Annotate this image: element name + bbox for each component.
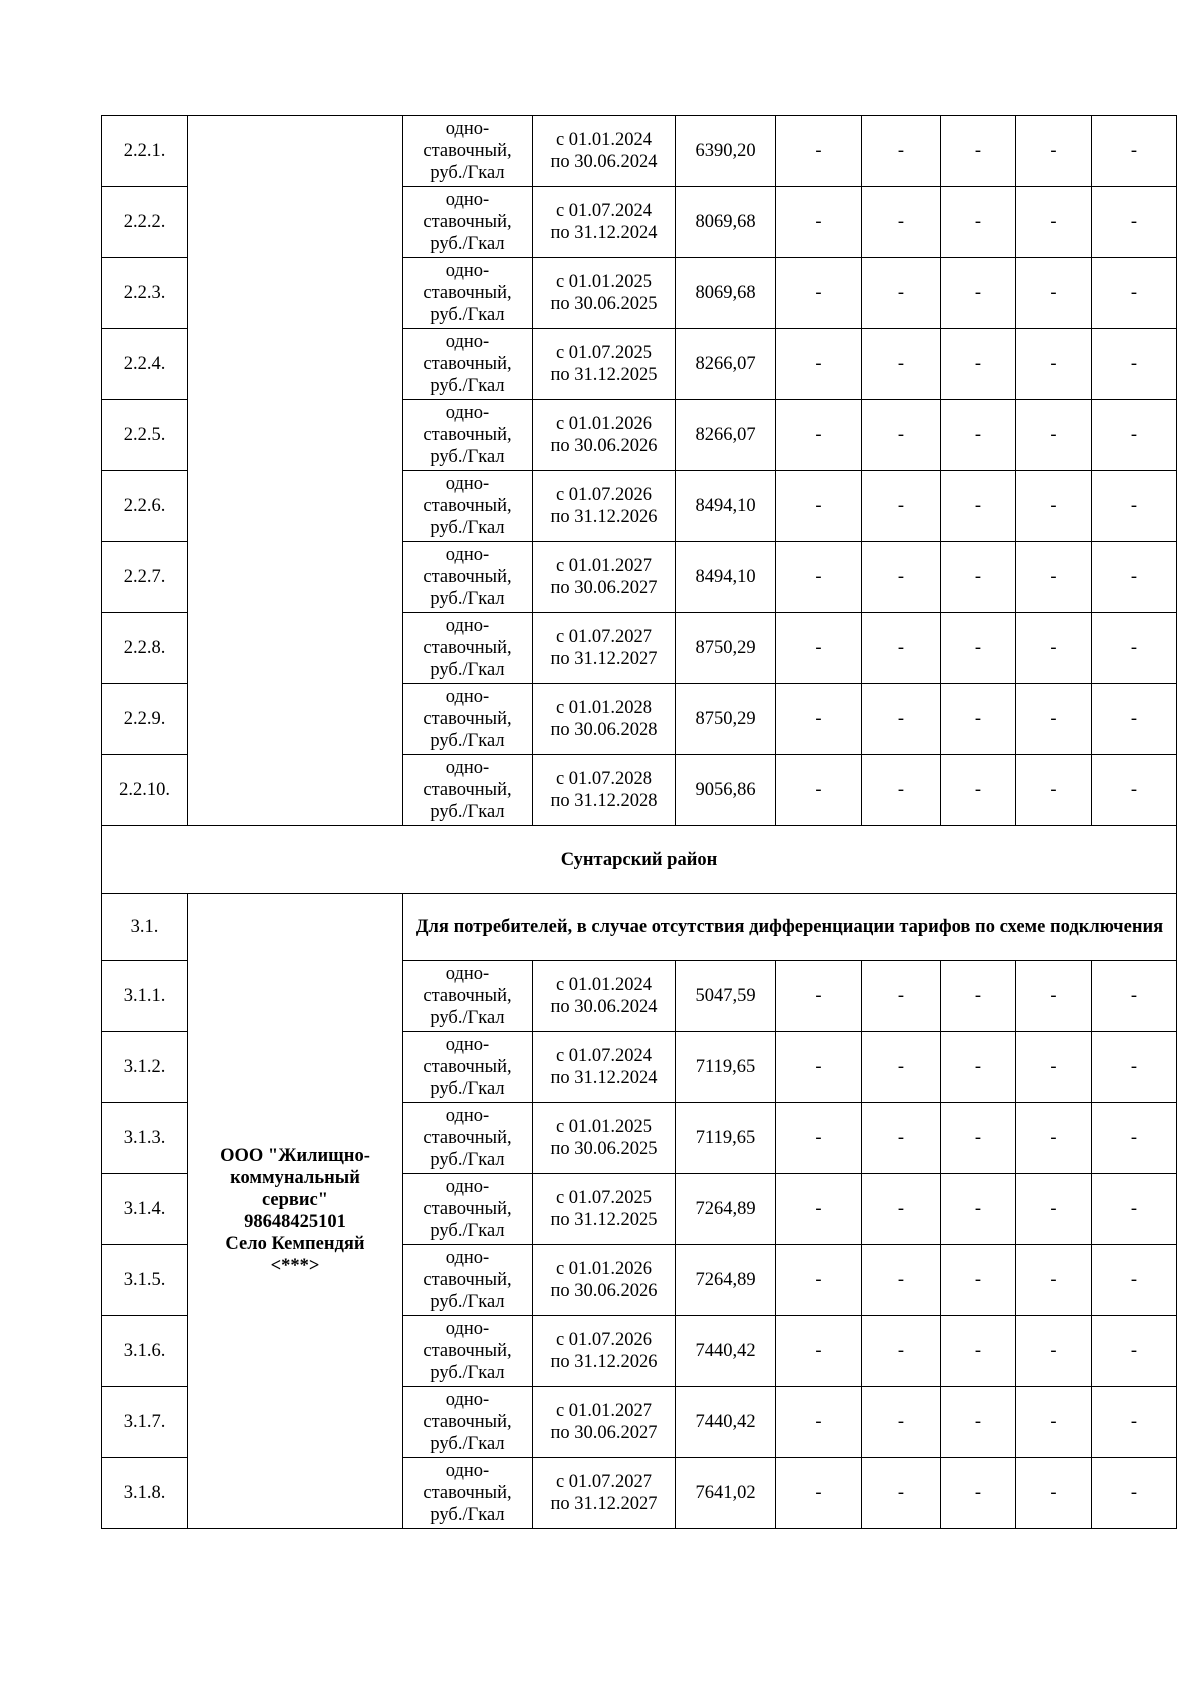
tariff-period-line: с 01.01.2026 [555, 1259, 653, 1279]
empty-value-cell: - [1016, 187, 1092, 258]
tariff-period [533, 471, 676, 542]
tariff-block-3-1 [102, 894, 1177, 1529]
tariff-period-line: по 31.12.2027 [550, 649, 658, 669]
empty-value-cell: - [776, 684, 862, 755]
row-number: 2.2.9. [102, 684, 188, 755]
tariff-type-line: ставочный, [423, 1412, 512, 1432]
tariff-period [533, 684, 676, 755]
tariff-period [533, 755, 676, 826]
tariff-type-line: ставочный, [423, 496, 512, 516]
empty-value-cell: - [1016, 684, 1092, 755]
empty-value-cell: - [862, 1387, 941, 1458]
row-number: 3.1.6. [102, 1316, 188, 1387]
empty-value-cell: - [941, 613, 1016, 684]
tariff-table [101, 115, 1177, 1529]
empty-value-cell: - [776, 1387, 862, 1458]
tariff-value: 7440,42 [676, 1316, 776, 1387]
empty-value-cell: - [776, 471, 862, 542]
tariff-type-line: одно- [445, 261, 490, 281]
empty-value-cell: - [862, 258, 941, 329]
empty-value-cell: - [1092, 116, 1177, 187]
empty-value-cell: - [1092, 1103, 1177, 1174]
tariff-type-line: ставочный, [423, 212, 512, 232]
tariff-type [403, 1458, 533, 1529]
tariff-type-line: ставочный, [423, 567, 512, 587]
tariff-period-line: по 31.12.2024 [550, 223, 658, 243]
tariff-type-line: одно- [445, 1248, 490, 1268]
tariff-period-line: по 30.06.2024 [550, 152, 658, 172]
tariff-period-line: с 01.07.2025 [555, 343, 653, 363]
tariff-type [403, 961, 533, 1032]
row-number: 3.1.2. [102, 1032, 188, 1103]
empty-value-cell: - [941, 258, 1016, 329]
tariff-period [533, 1103, 676, 1174]
organization-line: сервис" [261, 1190, 329, 1210]
tariff-value: 7641,02 [676, 1458, 776, 1529]
empty-value-cell: - [941, 1316, 1016, 1387]
group-row-3-1 [102, 894, 1177, 961]
empty-value-cell: - [1092, 400, 1177, 471]
tariff-type-line: ставочный, [423, 283, 512, 303]
empty-value-cell: - [1016, 1032, 1092, 1103]
empty-value-cell: - [862, 329, 941, 400]
group-title: Для потребителей, в случае отсутствия дифференциации тарифов по схеме подключения [403, 894, 1177, 961]
row-number: 2.2.2. [102, 187, 188, 258]
tariff-value: 8494,10 [676, 542, 776, 613]
empty-value-cell: - [1092, 1245, 1177, 1316]
empty-value-cell: - [1016, 329, 1092, 400]
tariff-value: 6390,20 [676, 116, 776, 187]
row-number: 2.2.5. [102, 400, 188, 471]
empty-value-cell: - [941, 755, 1016, 826]
empty-value-cell: - [941, 1032, 1016, 1103]
tariff-period [533, 258, 676, 329]
tariff-period-line: по 31.12.2028 [550, 791, 658, 811]
organization-line: 98648425101 [244, 1212, 346, 1232]
tariff-type-line: одно- [445, 1106, 490, 1126]
tariff-type-line: ставочный, [423, 1483, 512, 1503]
tariff-value: 8750,29 [676, 613, 776, 684]
tariff-type-line: одно- [445, 964, 490, 984]
empty-value-cell: - [941, 329, 1016, 400]
tariff-type-line: одно- [445, 1319, 490, 1339]
tariff-type-line: ставочный, [423, 1199, 512, 1219]
empty-value-cell: - [862, 755, 941, 826]
organization-line: коммунальный [230, 1168, 360, 1188]
tariff-value: 5047,59 [676, 961, 776, 1032]
empty-value-cell: - [1092, 755, 1177, 826]
empty-value-cell: - [776, 258, 862, 329]
tariff-type-line: ставочный, [423, 1341, 512, 1361]
row-number: 2.2.4. [102, 329, 188, 400]
empty-value-cell: - [1092, 187, 1177, 258]
tariff-period [533, 1387, 676, 1458]
tariff-period-line: по 30.06.2027 [550, 578, 658, 598]
tariff-type-line: одно- [445, 545, 490, 565]
tariff-type-line: ставочный, [423, 986, 512, 1006]
empty-value-cell: - [862, 187, 941, 258]
tariff-type-line: одно- [445, 758, 490, 778]
tariff-type [403, 1174, 533, 1245]
empty-value-cell: - [1092, 1387, 1177, 1458]
empty-value-cell: - [941, 471, 1016, 542]
tariff-period [533, 542, 676, 613]
tariff-type [403, 684, 533, 755]
tariff-type-line: одно- [445, 1035, 490, 1055]
empty-value-cell: - [941, 961, 1016, 1032]
tariff-type-line: одно- [445, 403, 490, 423]
empty-value-cell: - [1092, 1174, 1177, 1245]
tariff-period-line: по 30.06.2028 [550, 720, 658, 740]
tariff-type-line: одно- [445, 474, 490, 494]
empty-value-cell: - [776, 1245, 862, 1316]
tariff-type-line: руб./Гкал [430, 163, 505, 183]
tariff-period-line: по 31.12.2025 [550, 365, 658, 385]
empty-value-cell: - [1016, 1103, 1092, 1174]
empty-value-cell: - [941, 116, 1016, 187]
empty-value-cell: - [776, 1458, 862, 1529]
tariff-type-line: руб./Гкал [430, 305, 505, 325]
tariff-type-line: руб./Гкал [430, 1079, 505, 1099]
tariff-period-line: с 01.07.2026 [555, 485, 653, 505]
tariff-type-line: руб./Гкал [430, 1505, 505, 1525]
empty-value-cell: - [1016, 258, 1092, 329]
tariff-value: 9056,86 [676, 755, 776, 826]
row-number: 2.2.1. [102, 116, 188, 187]
tariff-period-line: по 30.06.2025 [550, 1139, 658, 1159]
tariff-type [403, 613, 533, 684]
tariff-type-line: ставочный, [423, 425, 512, 445]
empty-value-cell: - [1016, 1245, 1092, 1316]
tariff-period [533, 400, 676, 471]
tariff-period-line: с 01.07.2026 [555, 1330, 653, 1350]
row-number: 3.1.8. [102, 1458, 188, 1529]
tariff-type-line: ставочный, [423, 1270, 512, 1290]
tariff-type-line: ставочный, [423, 141, 512, 161]
tariff-row [102, 116, 1177, 187]
tariff-value: 8069,68 [676, 258, 776, 329]
empty-value-cell: - [941, 1245, 1016, 1316]
empty-value-cell: - [862, 1103, 941, 1174]
tariff-period [533, 961, 676, 1032]
tariff-type-line: одно- [445, 1177, 490, 1197]
empty-value-cell: - [1016, 400, 1092, 471]
empty-value-cell: - [862, 400, 941, 471]
organization-line: Село Кемпендяй [225, 1234, 365, 1254]
tariff-type-line: одно- [445, 190, 490, 210]
tariff-type [403, 471, 533, 542]
tariff-value: 8266,07 [676, 400, 776, 471]
tariff-type-line: одно- [445, 119, 490, 139]
tariff-block-2-2 [102, 116, 1177, 826]
empty-value-cell: - [1092, 684, 1177, 755]
tariff-type-line: руб./Гкал [430, 447, 505, 467]
organization-line: ООО "Жилищно- [220, 1146, 370, 1166]
tariff-type-line: ставочный, [423, 709, 512, 729]
empty-value-cell: - [776, 1103, 862, 1174]
tariff-period-line: с 01.07.2025 [555, 1188, 653, 1208]
empty-value-cell: - [862, 1032, 941, 1103]
tariff-type [403, 1387, 533, 1458]
empty-value-cell: - [862, 684, 941, 755]
tariff-period-line: по 31.12.2025 [550, 1210, 658, 1230]
tariff-type-line: одно- [445, 687, 490, 707]
tariff-type-line: ставочный, [423, 780, 512, 800]
tariff-type-line: ставочный, [423, 354, 512, 374]
tariff-type-line: одно- [445, 616, 490, 636]
group-number: 3.1. [102, 894, 188, 961]
empty-value-cell: - [1016, 116, 1092, 187]
tariff-period [533, 1458, 676, 1529]
row-number: 3.1.5. [102, 1245, 188, 1316]
empty-value-cell: - [941, 542, 1016, 613]
tariff-period-line: по 30.06.2025 [550, 294, 658, 314]
region-title: Сунтарский район [102, 826, 1177, 894]
tariff-period-line: с 01.07.2024 [555, 201, 653, 221]
tariff-period-line: по 31.12.2024 [550, 1068, 658, 1088]
empty-value-cell: - [1092, 613, 1177, 684]
organization-cell [188, 116, 403, 826]
tariff-type-line: ставочный, [423, 1128, 512, 1148]
tariff-period-line: по 30.06.2026 [550, 1281, 658, 1301]
row-number: 2.2.6. [102, 471, 188, 542]
tariff-period-line: с 01.07.2028 [555, 769, 653, 789]
tariff-period-line: по 31.12.2026 [550, 507, 658, 527]
tariff-period-line: с 01.01.2025 [555, 1117, 653, 1137]
tariff-period-line: с 01.07.2027 [555, 1472, 653, 1492]
row-number: 3.1.1. [102, 961, 188, 1032]
tariff-type-line: руб./Гкал [430, 1363, 505, 1383]
row-number: 3.1.7. [102, 1387, 188, 1458]
row-number: 3.1.4. [102, 1174, 188, 1245]
empty-value-cell: - [776, 1032, 862, 1103]
empty-value-cell: - [941, 1387, 1016, 1458]
row-number: 2.2.8. [102, 613, 188, 684]
tariff-type-line: руб./Гкал [430, 234, 505, 254]
tariff-value: 7264,89 [676, 1174, 776, 1245]
organization-cell [188, 894, 403, 1529]
region-section [102, 826, 1177, 894]
empty-value-cell: - [941, 1174, 1016, 1245]
empty-value-cell: - [941, 1458, 1016, 1529]
tariff-period [533, 329, 676, 400]
tariff-type [403, 1103, 533, 1174]
tariff-type [403, 1245, 533, 1316]
tariff-period [533, 1245, 676, 1316]
empty-value-cell: - [776, 400, 862, 471]
tariff-type [403, 1032, 533, 1103]
tariff-type [403, 542, 533, 613]
tariff-type-line: одно- [445, 1461, 490, 1481]
tariff-period-line: с 01.01.2026 [555, 414, 653, 434]
tariff-type-line: руб./Гкал [430, 376, 505, 396]
tariff-type-line: руб./Гкал [430, 1008, 505, 1028]
empty-value-cell: - [776, 613, 862, 684]
row-number: 2.2.3. [102, 258, 188, 329]
tariff-value: 8494,10 [676, 471, 776, 542]
tariff-period-line: с 01.01.2028 [555, 698, 653, 718]
empty-value-cell: - [776, 329, 862, 400]
empty-value-cell: - [1016, 755, 1092, 826]
section-row [102, 826, 1177, 894]
row-number: 3.1.3. [102, 1103, 188, 1174]
empty-value-cell: - [776, 1174, 862, 1245]
empty-value-cell: - [1016, 613, 1092, 684]
row-number: 2.2.10. [102, 755, 188, 826]
tariff-type-line: руб./Гкал [430, 518, 505, 538]
empty-value-cell: - [941, 187, 1016, 258]
empty-value-cell: - [862, 1245, 941, 1316]
tariff-type-line: руб./Гкал [430, 731, 505, 751]
tariff-period-line: по 31.12.2026 [550, 1352, 658, 1372]
tariff-type-line: ставочный, [423, 638, 512, 658]
empty-value-cell: - [1092, 1458, 1177, 1529]
empty-value-cell: - [862, 1316, 941, 1387]
tariff-value: 8069,68 [676, 187, 776, 258]
empty-value-cell: - [776, 755, 862, 826]
empty-value-cell: - [862, 961, 941, 1032]
tariff-period [533, 187, 676, 258]
tariff-type [403, 116, 533, 187]
tariff-value: 7119,65 [676, 1032, 776, 1103]
empty-value-cell: - [862, 613, 941, 684]
tariff-type-line: руб./Гкал [430, 1292, 505, 1312]
empty-value-cell: - [862, 542, 941, 613]
tariff-value: 8750,29 [676, 684, 776, 755]
tariff-type [403, 329, 533, 400]
empty-value-cell: - [1016, 1316, 1092, 1387]
empty-value-cell: - [941, 684, 1016, 755]
empty-value-cell: - [776, 116, 862, 187]
empty-value-cell: - [1092, 471, 1177, 542]
tariff-value: 7440,42 [676, 1387, 776, 1458]
empty-value-cell: - [1016, 542, 1092, 613]
empty-value-cell: - [1016, 1174, 1092, 1245]
empty-value-cell: - [1092, 1316, 1177, 1387]
empty-value-cell: - [1016, 471, 1092, 542]
empty-value-cell: - [862, 116, 941, 187]
tariff-value: 7119,65 [676, 1103, 776, 1174]
tariff-period [533, 1174, 676, 1245]
tariff-period-line: с 01.01.2024 [555, 130, 653, 150]
empty-value-cell: - [1016, 1458, 1092, 1529]
tariff-type-line: одно- [445, 1390, 490, 1410]
empty-value-cell: - [862, 471, 941, 542]
empty-value-cell: - [776, 542, 862, 613]
empty-value-cell: - [1092, 961, 1177, 1032]
tariff-type-line: руб./Гкал [430, 1150, 505, 1170]
empty-value-cell: - [1092, 258, 1177, 329]
row-number: 2.2.7. [102, 542, 188, 613]
tariff-type-line: одно- [445, 332, 490, 352]
empty-value-cell: - [1016, 1387, 1092, 1458]
tariff-period [533, 116, 676, 187]
tariff-type [403, 400, 533, 471]
empty-value-cell: - [1092, 329, 1177, 400]
tariff-value: 8266,07 [676, 329, 776, 400]
tariff-period-line: по 31.12.2027 [550, 1494, 658, 1514]
empty-value-cell: - [776, 1316, 862, 1387]
empty-value-cell: - [776, 961, 862, 1032]
tariff-period [533, 613, 676, 684]
tariff-type-line: руб./Гкал [430, 1221, 505, 1241]
organization-line: <***> [270, 1256, 320, 1276]
empty-value-cell: - [941, 1103, 1016, 1174]
tariff-type [403, 187, 533, 258]
tariff-period-line: по 30.06.2027 [550, 1423, 658, 1443]
tariff-period-line: с 01.07.2027 [555, 627, 653, 647]
tariff-type [403, 755, 533, 826]
tariff-period-line: с 01.01.2027 [555, 556, 653, 576]
empty-value-cell: - [1092, 542, 1177, 613]
tariff-period [533, 1316, 676, 1387]
tariff-type [403, 1316, 533, 1387]
empty-value-cell: - [941, 400, 1016, 471]
tariff-period [533, 1032, 676, 1103]
empty-value-cell: - [1092, 1032, 1177, 1103]
tariff-type-line: руб./Гкал [430, 1434, 505, 1454]
tariff-period-line: по 30.06.2024 [550, 997, 658, 1017]
tariff-type-line: руб./Гкал [430, 589, 505, 609]
empty-value-cell: - [776, 187, 862, 258]
empty-value-cell: - [862, 1458, 941, 1529]
tariff-value: 7264,89 [676, 1245, 776, 1316]
tariff-period-line: по 30.06.2026 [550, 436, 658, 456]
tariff-period-line: с 01.01.2027 [555, 1401, 653, 1421]
empty-value-cell: - [862, 1174, 941, 1245]
tariff-type-line: руб./Гкал [430, 802, 505, 822]
tariff-period-line: с 01.07.2024 [555, 1046, 653, 1066]
tariff-type [403, 258, 533, 329]
empty-value-cell: - [1016, 961, 1092, 1032]
tariff-period-line: с 01.01.2025 [555, 272, 653, 292]
tariff-type-line: руб./Гкал [430, 660, 505, 680]
tariff-type-line: ставочный, [423, 1057, 512, 1077]
tariff-period-line: с 01.01.2024 [555, 975, 653, 995]
